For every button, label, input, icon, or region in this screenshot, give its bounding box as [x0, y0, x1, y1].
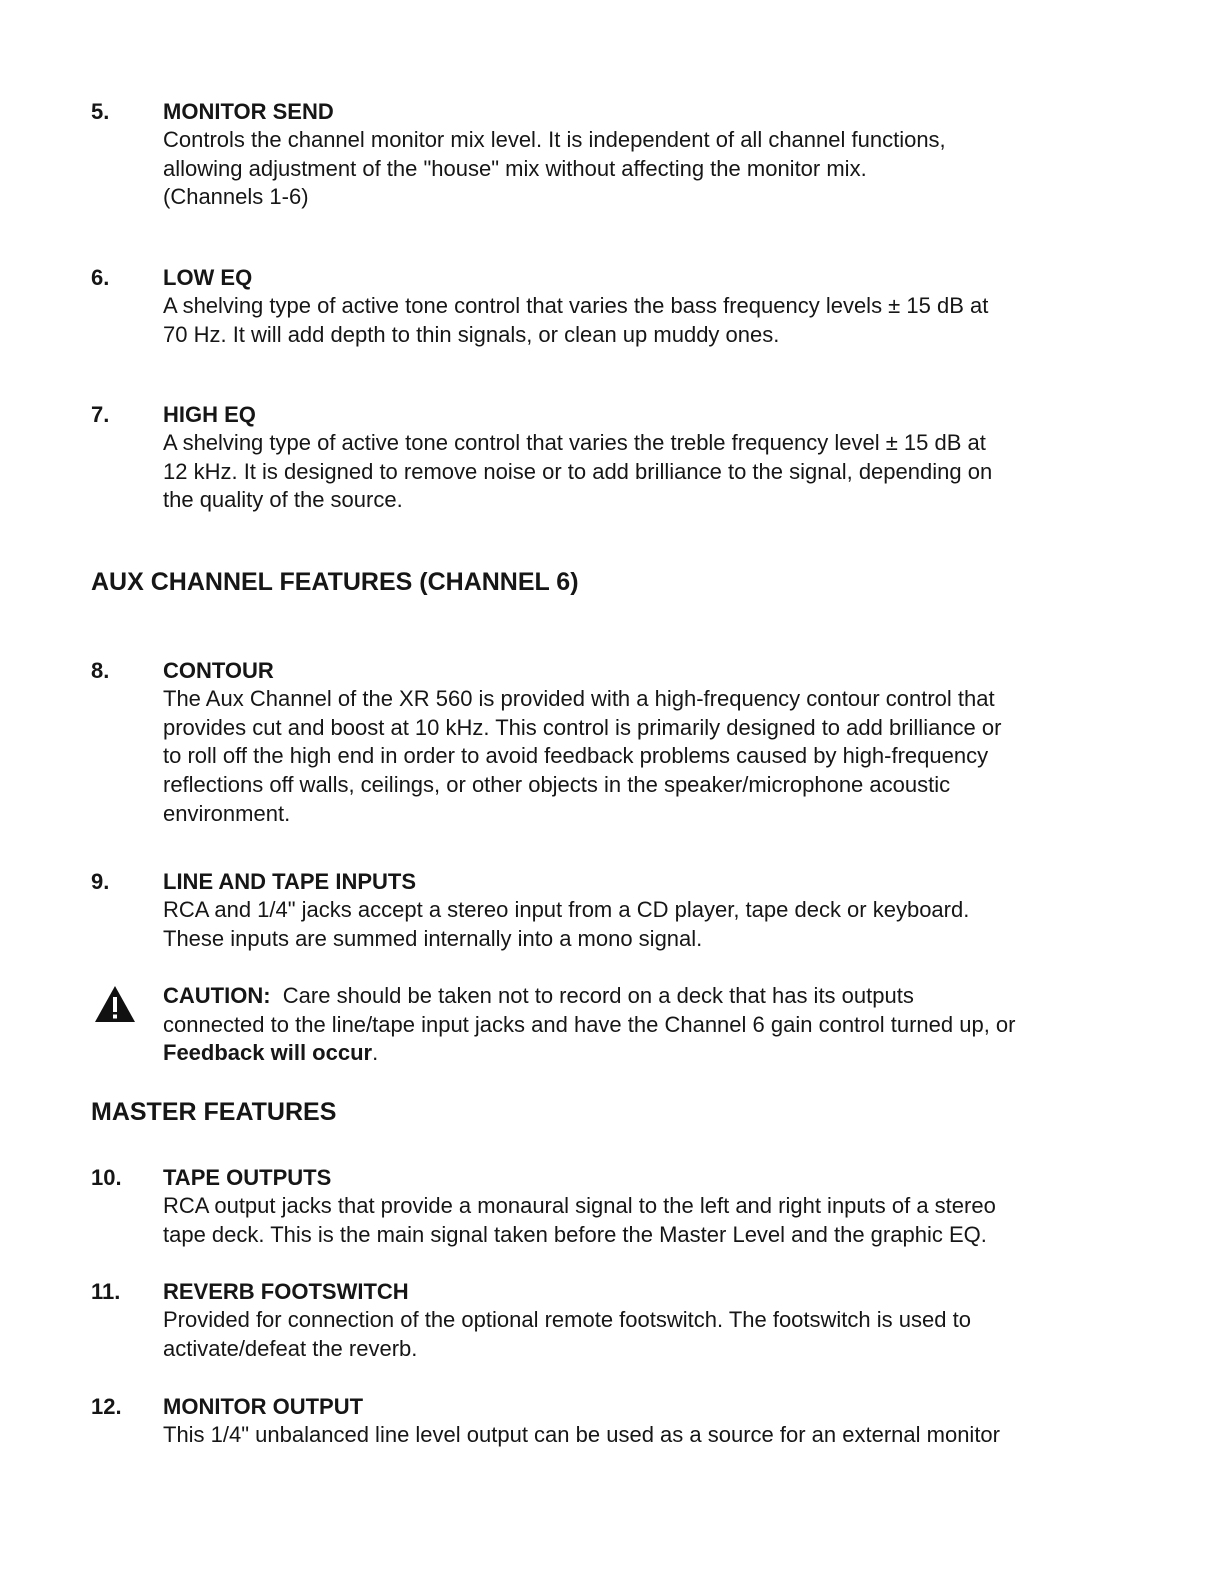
text-line: to roll off the high end in order to avoid feedback problems caused by high-frequency — [163, 743, 989, 769]
caution-text — [163, 982, 1015, 1068]
caution-emphasis: Feedback will occur — [163, 1040, 373, 1066]
caution-text-part: Care should be taken not to record on a deck that has its outputs — [270, 983, 914, 1008]
warning-triangle-icon — [94, 985, 136, 1023]
item-number: 10. — [91, 1165, 122, 1190]
item-number: 6. — [91, 265, 110, 290]
item-title: REVERB FOOTSWITCH — [163, 1279, 409, 1304]
item-number: 8. — [91, 658, 110, 683]
item-number: 9. — [91, 869, 110, 894]
item-title: MONITOR OUTPUT — [163, 1394, 364, 1419]
item-description — [163, 1192, 1103, 1249]
text-line: tape deck. This is the main signal taken before the Master Level and the graphic EQ. — [163, 1221, 987, 1247]
text-line: RCA and 1/4" jacks accept a stereo input from a CD player, tape deck or keyboard. — [163, 897, 970, 922]
text-line: allowing adjustment of the "house" mix without affecting the monitor mix. — [163, 155, 867, 181]
text-line: the quality of the source. — [163, 487, 403, 513]
text-line: RCA output jacks that provide a monaural signal to the left and right inputs of a stereo — [163, 1193, 996, 1218]
text-line: Controls the channel monitor mix level. It is independent of all channel functions, — [163, 127, 946, 152]
text-line: Provided for connection of the optional remote footswitch. The footswitch is used to — [163, 1307, 971, 1332]
caution-label: CAUTION: — [163, 983, 271, 1008]
item-description — [163, 126, 1103, 212]
caution-text-part: . — [372, 1040, 379, 1066]
item-title: LINE AND TAPE INPUTS — [163, 869, 417, 894]
item-title: MONITOR SEND — [163, 99, 334, 124]
item-number: 7. — [91, 402, 110, 427]
item-description — [163, 1306, 1103, 1363]
text-line: provides cut and boost at 10 kHz. This control is primarily designed to add brilliance or — [163, 714, 1002, 740]
caution-line — [163, 1039, 1015, 1068]
text-line: A shelving type of active tone control that varies the bass frequency levels ± 15 dB at — [163, 293, 989, 318]
text-line: 12 kHz. It is designed to remove noise or to add brilliance to the signal, depending on — [163, 458, 993, 484]
item-title: LOW EQ — [163, 265, 253, 290]
item-number: 12. — [91, 1394, 122, 1419]
text-line: A shelving type of active tone control that varies the treble frequency level ± 15 dB at — [163, 430, 986, 455]
text-line: reflections off walls, ceilings, or other objects in the speaker/microphone acoustic — [163, 772, 951, 798]
item-description — [163, 292, 1103, 349]
section-heading-master: MASTER FEATURES — [91, 1098, 337, 1126]
text-line: environment. — [163, 800, 291, 826]
item-description — [163, 685, 1103, 829]
item-title: TAPE OUTPUTS — [163, 1165, 332, 1190]
item-title: HIGH EQ — [163, 402, 256, 427]
item-number: 5. — [91, 99, 110, 124]
item-description — [163, 896, 1103, 953]
item-number: 11. — [91, 1279, 121, 1304]
section-heading-aux: AUX CHANNEL FEATURES (CHANNEL 6) — [91, 568, 579, 596]
text-line: These inputs are summed internally into a mono signal. — [163, 925, 703, 951]
text-line: activate/defeat the reverb. — [163, 1335, 418, 1361]
text-line: The Aux Channel of the XR 560 is provided with a high-frequency contour control that — [163, 686, 995, 711]
text-line: 70 Hz. It will add depth to thin signals, or clean up muddy ones. — [163, 321, 780, 347]
item-description — [163, 429, 1103, 515]
item-title: CONTOUR — [163, 658, 274, 683]
text-line: (Channels 1-6) — [163, 184, 309, 210]
text-line: This 1/4" unbalanced line level output can be used as a source for an external monitor — [163, 1422, 1000, 1447]
caution-line — [163, 982, 1015, 1011]
item-description — [163, 1421, 1103, 1450]
caution-line: connected to the line/tape input jacks and have the Channel 6 gain control turned up, or — [163, 1011, 1016, 1037]
